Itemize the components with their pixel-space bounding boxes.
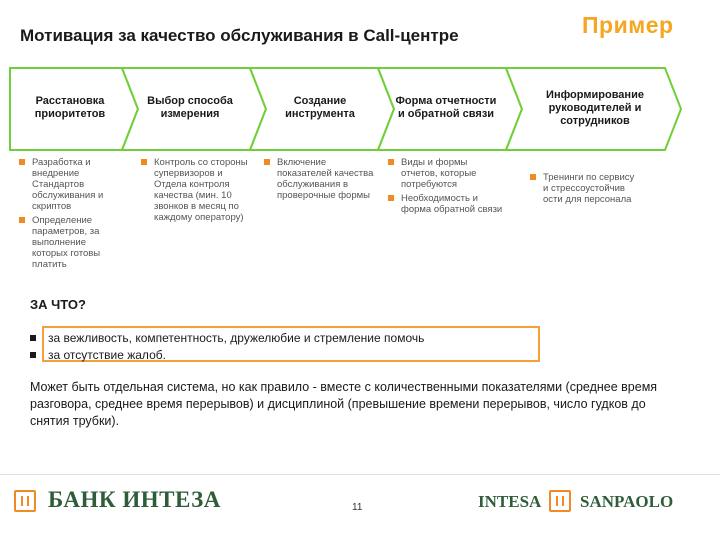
step-1-details: [19, 157, 123, 273]
detail-item: Необходимость и форма обратной связи: [388, 193, 506, 215]
detail-item: Определение параметров, за выполнение которых готовы платить: [19, 215, 123, 270]
bullet-square-icon: [388, 195, 394, 201]
bullet-square-icon: [19, 159, 25, 165]
page-title: Мотивация за качество обслуживания в Call-центре: [20, 26, 459, 45]
question-bullet-2: за отсутствие жалоб.: [30, 348, 166, 362]
intesa-logo-text: INTESA: [478, 492, 542, 511]
step-3-label: Создание инструмента: [285, 95, 355, 120]
step-5-label: Информирование руководителей и сотрудников: [546, 88, 644, 127]
step-3-details: [264, 157, 374, 204]
bullet-square-icon: [388, 159, 394, 165]
detail-item: Разработка и внедрение Стандартов обслуживания и скриптов: [19, 157, 123, 212]
page-number: 11: [352, 502, 363, 513]
detail-item: Виды и формы отчетов, которые потребуются: [388, 157, 506, 190]
bank-logo-icon: [14, 490, 36, 512]
example-label: Пример: [582, 12, 674, 38]
note-paragraph: Может быть отдельная система, но как правило - вместе с количественными показателями (среднее время разговора, среднее время перерывов) и дисциплиной (превышение времени перерывов, число гудков до снятия трубки).: [30, 380, 658, 428]
step-1-label: Расстановка приоритетов: [34, 95, 106, 120]
step-4-label: Форма отчетности и обратной связи: [395, 95, 497, 120]
question-heading: ЗА ЧТО?: [30, 297, 86, 312]
question-bullet-1: за вежливость, компетентность, дружелюбие и стремление помочь: [30, 331, 424, 345]
bullet-icon: [30, 352, 36, 358]
step-2-details: [141, 157, 251, 226]
detail-item: Тренинги по сервису и стрессоустойчив ости для персонала: [530, 172, 635, 205]
step-2-label: Выбор способа измерения: [147, 95, 233, 120]
bank-logo-text: БАНК ИНТЕЗА: [48, 487, 221, 512]
bullet-icon: [30, 335, 36, 341]
sanpaolo-logo-text: SANPAOLO: [580, 492, 674, 511]
detail-item: Включение показателей качества обслуживания в проверочные формы: [264, 157, 374, 201]
footer-divider: [0, 474, 720, 475]
bullet-square-icon: [530, 174, 536, 180]
bullet-square-icon: [19, 217, 25, 223]
detail-item: Контроль со стороны супервизоров и Отдела контроля качества (мин. 10 звонков в месяц по каждому оператору): [141, 157, 251, 223]
intesa-logo-icon: [549, 490, 571, 512]
step-5-details: [530, 172, 635, 208]
bullet-square-icon: [141, 159, 147, 165]
step-4-details: [388, 157, 506, 218]
bullet-square-icon: [264, 159, 270, 165]
